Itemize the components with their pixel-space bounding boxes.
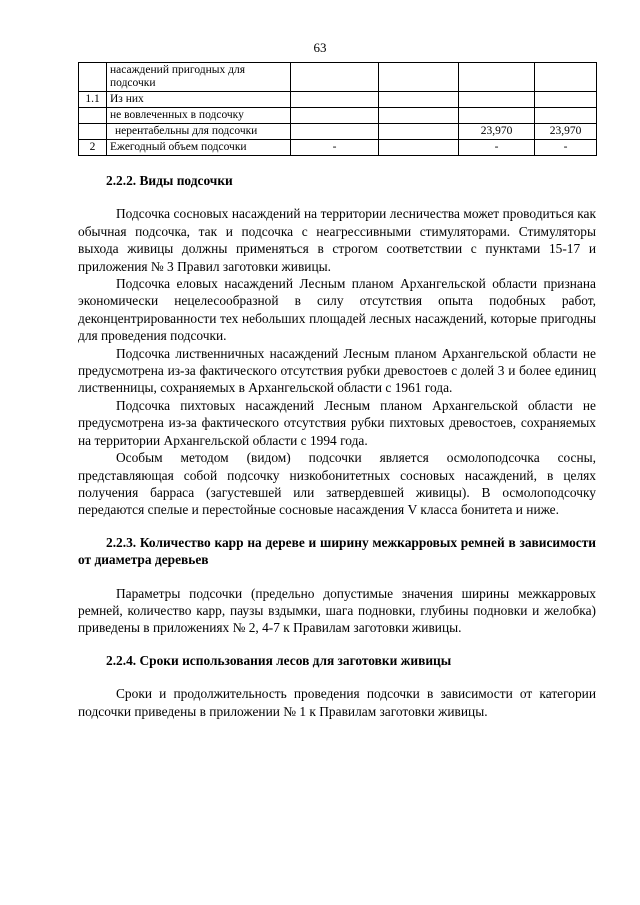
paragraph: Особым методом (видом) подсочки является осмолоподсочка сосны, представляющая собой подсочку низкобонитетных сосновых насаждений, в целях получения барраса (загустевшей или затвердевшей живицы). В осмолоподсочку передаются спелые и перестойные сосновые насаждения V класса бонитета и ниже.	[78, 450, 596, 518]
row-cell	[291, 63, 379, 92]
paragraph: Подсочка сосновых насаждений на территории лесничества может проводиться как обычная подсочка, так и подсочка с неагрессивными стимуляторами. Стимуляторы выхода живицы должны применяться в строгом соответствии с пунктами 15-17 и приложения № 3 Правил заготовки живицы.	[78, 206, 596, 274]
row-cell	[291, 92, 379, 108]
row-cell	[379, 124, 459, 140]
paragraph: Подсочка пихтовых насаждений Лесным планом Архангельской области не предусмотрена из-за фактического отсутствия рубки пихтовых древостоев, сохраняемых на территории Архангельской области с 1994 года.	[78, 397, 596, 448]
row-cell: 23,970	[535, 124, 597, 140]
row-number: 2	[79, 140, 107, 156]
row-name: насаждений пригодных для подсочки	[107, 63, 291, 92]
paragraph: Сроки и продолжительность проведения подсочки в зависимости от категории подсочки приведены в приложении № 1 к Правилам заготовки живицы.	[78, 686, 596, 719]
row-cell	[459, 92, 535, 108]
row-cell	[535, 63, 597, 92]
row-cell	[379, 108, 459, 124]
row-name: не вовлеченных в подсочку	[107, 108, 291, 124]
row-name: Из них	[107, 92, 291, 108]
row-cell	[379, 140, 459, 156]
row-cell: 23,970	[459, 124, 535, 140]
row-cell: -	[291, 140, 379, 156]
document-body	[78, 172, 596, 720]
table-row	[79, 63, 597, 92]
section-heading: 2.2.4. Сроки использования лесов для заготовки живицы	[106, 652, 452, 668]
paragraph: Подсочка еловых насаждений Лесным планом Архангельской области признана экономически нецелесообразной в силу отсутствия опыта подобных работ, деконцентрированности тех небольших площадей лесных насаждений, которые пригодны для проведения подсочки.	[78, 276, 596, 344]
row-name: нерентабельны для подсочки	[107, 124, 291, 140]
table-row	[79, 124, 597, 140]
section-heading: 2.2.2. Виды подсочки	[106, 173, 233, 188]
row-number	[79, 108, 107, 124]
paragraph: Параметры подсочки (предельно допустимые значения ширины межкарровых ремней, количество карр, паузы вздымки, шага подновки, глубины подновки и желобка) приведены в приложениях № 2, 4-7 к Правилам заготовки живицы.	[78, 585, 596, 636]
row-name: Ежегодный объем подсочки	[107, 140, 291, 156]
row-cell: -	[535, 140, 597, 156]
row-number	[79, 63, 107, 92]
row-cell	[535, 108, 597, 124]
row-cell	[459, 63, 535, 92]
table-row	[79, 140, 597, 156]
section-heading: 2.2.3. Количество карр на дереве и ширину межкарровых ремней в зависимости от диаметра деревьев	[78, 534, 596, 568]
paragraph: Подсочка лиственничных насаждений Лесным планом Архангельской области не предусмотрена из-за фактического отсутствия рубки древостоев с долей 3 и более единиц лиственницы, сохраняемых в Архангельской области с 1961 года.	[78, 345, 596, 396]
row-cell	[291, 108, 379, 124]
row-cell: -	[459, 140, 535, 156]
row-cell	[459, 108, 535, 124]
page-number: 63	[313, 40, 327, 55]
resin-tapping-table	[78, 62, 597, 156]
row-cell	[535, 92, 597, 108]
row-number: 1.1	[79, 92, 107, 108]
row-cell	[379, 92, 459, 108]
row-cell	[379, 63, 459, 92]
table-row	[79, 108, 597, 124]
row-number	[79, 124, 107, 140]
row-cell	[291, 124, 379, 140]
table-row	[79, 92, 597, 108]
